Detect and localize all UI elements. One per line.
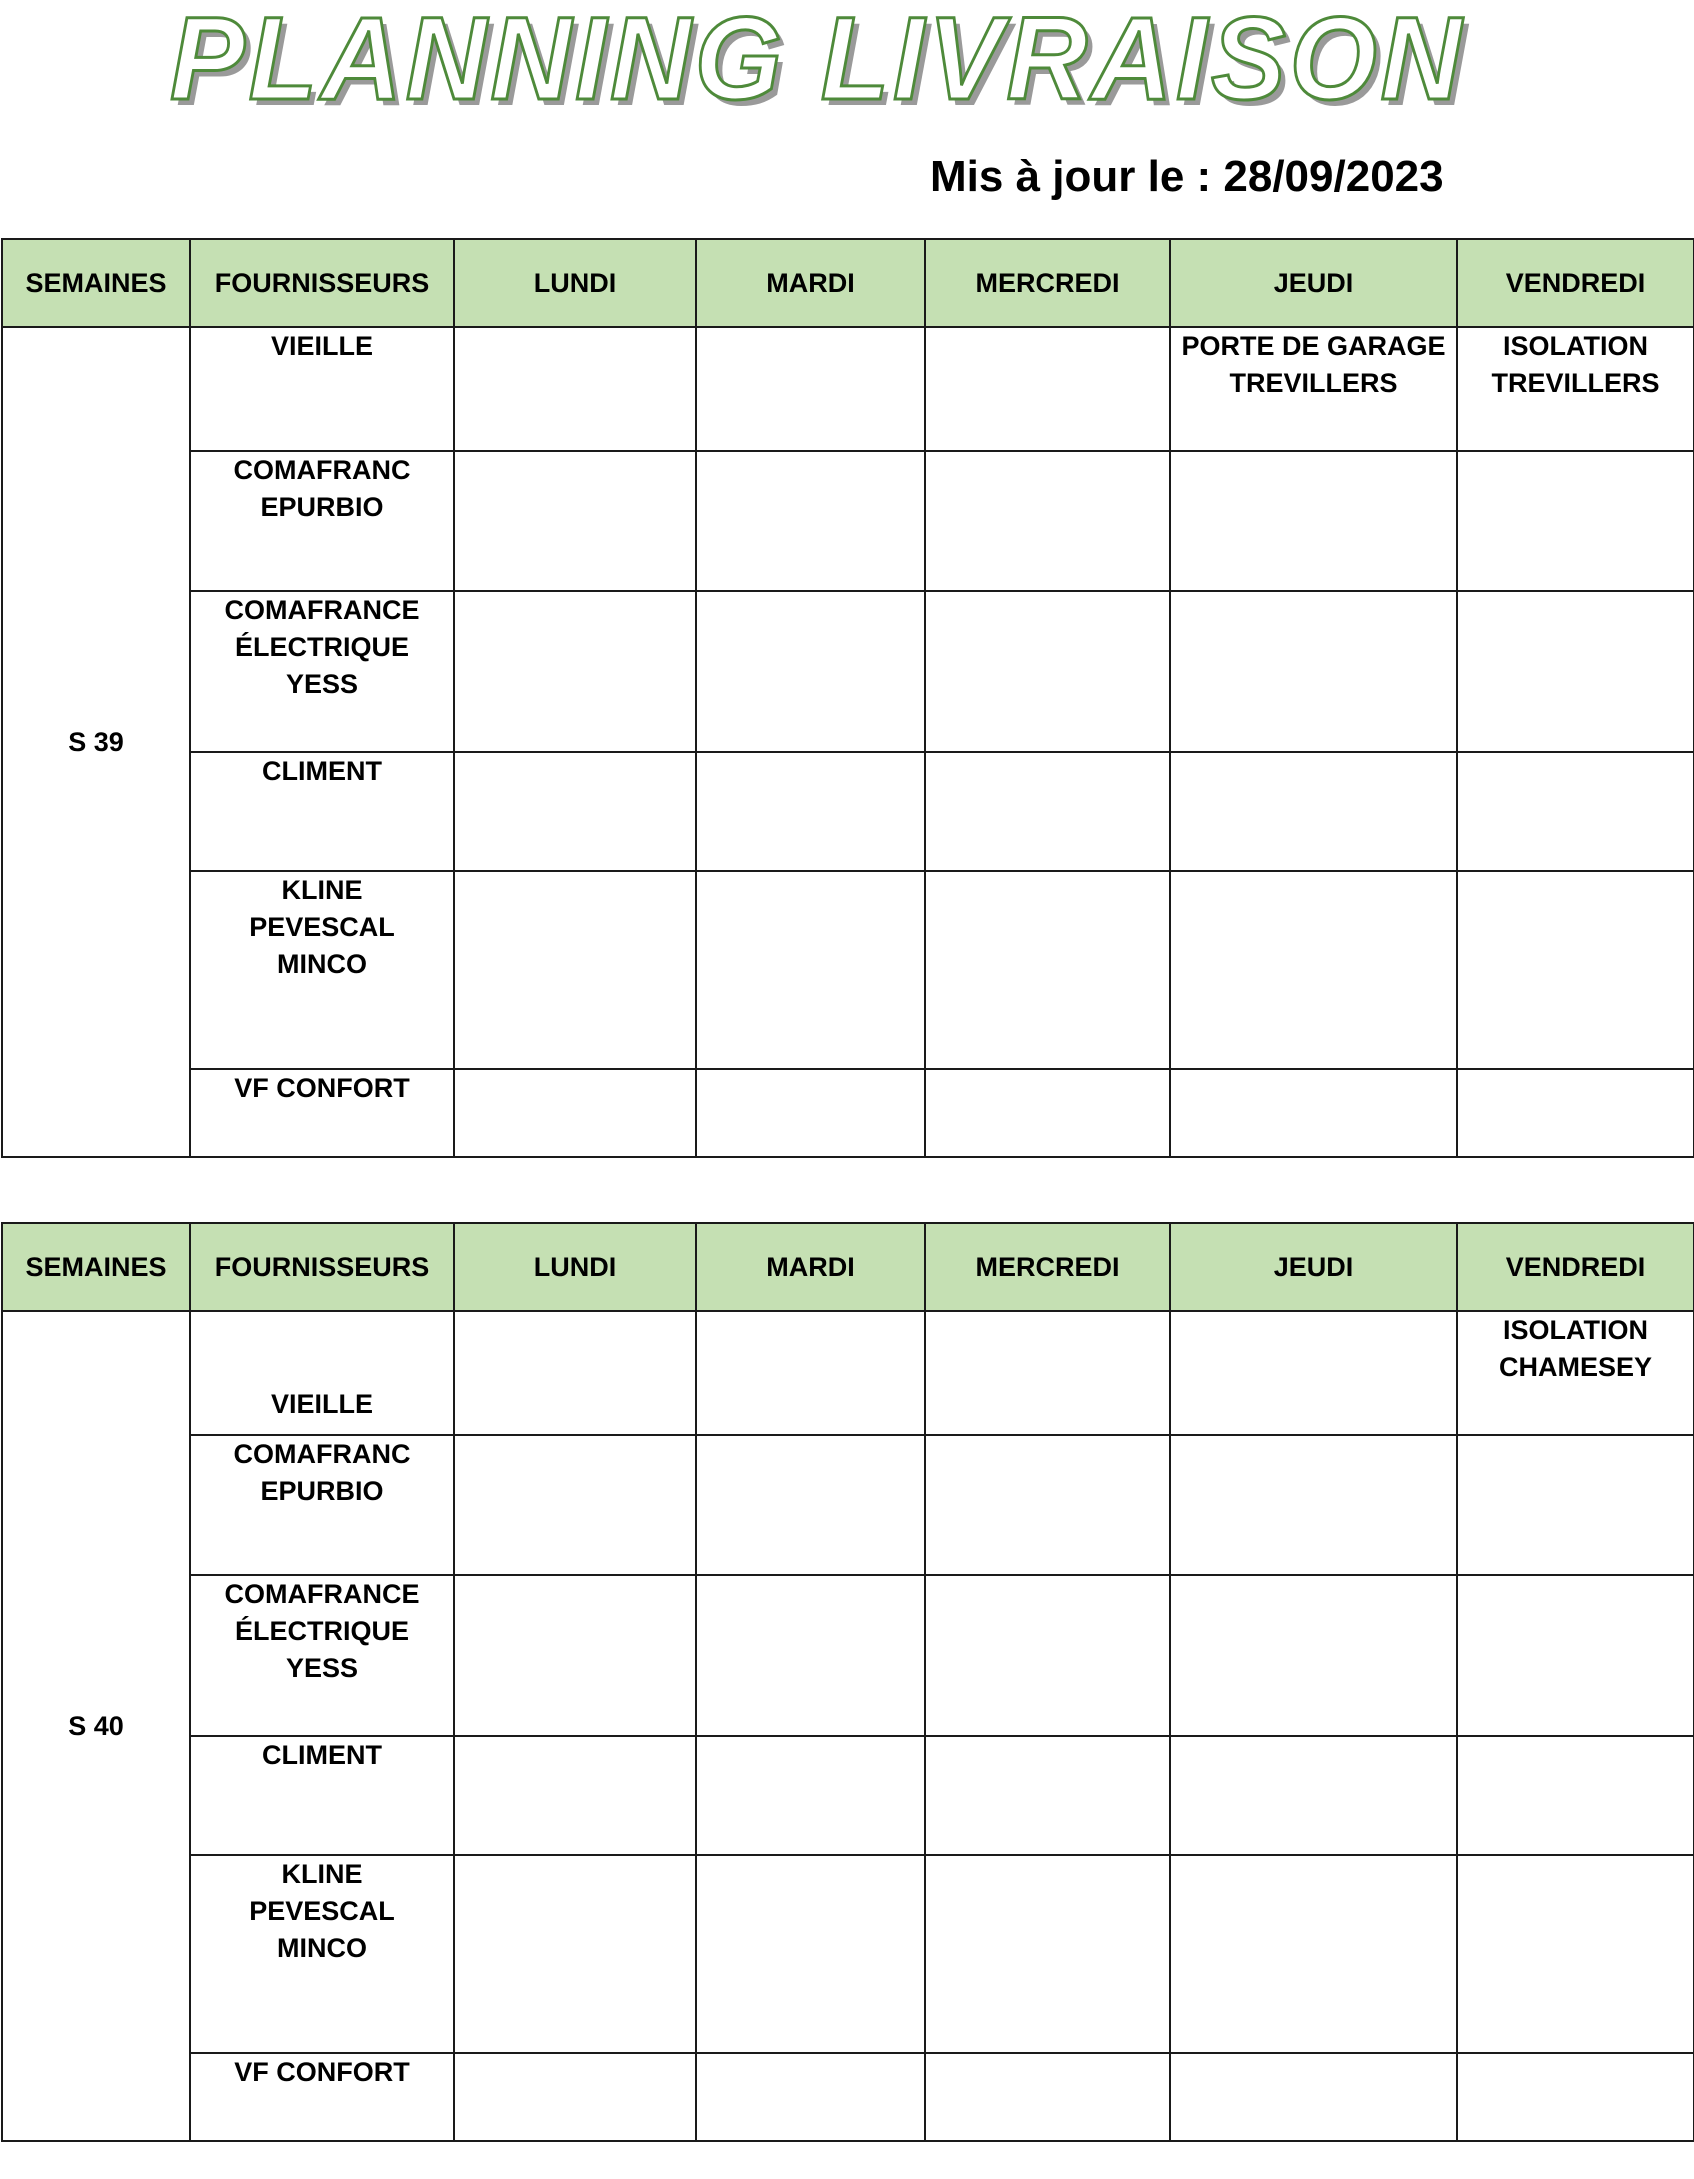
delivery-cell-mercredi: [925, 1069, 1170, 1157]
cell-line: PEVESCAL: [249, 912, 395, 942]
cell-line: COMAFRANC: [233, 455, 411, 485]
delivery-cell-vendredi: [1457, 451, 1694, 591]
cell-line: ISOLATION: [1503, 1315, 1648, 1345]
delivery-cell-mardi: [696, 591, 925, 752]
col-header-mardi: MARDI: [696, 1223, 925, 1311]
delivery-cell-lundi: [454, 1069, 696, 1157]
delivery-cell-lundi: [454, 2053, 696, 2141]
cell-line: COMAFRANC: [233, 1439, 411, 1469]
cell-line: CLIMENT: [262, 1740, 382, 1770]
delivery-cell-mercredi: [925, 1575, 1170, 1736]
delivery-cell-mardi: [696, 1855, 925, 2053]
delivery-cell-mercredi: [925, 1855, 1170, 2053]
supplier-cell: [190, 752, 454, 871]
week-label: S 40: [2, 1311, 190, 2141]
cell-line: YESS: [285, 669, 359, 699]
delivery-cell-mercredi: [925, 1435, 1170, 1575]
col-header-semaines: SEMAINES: [2, 239, 190, 327]
delivery-cell-mardi: [696, 327, 925, 451]
delivery-cell-mardi: [696, 1575, 925, 1736]
cell-line: KLINE: [281, 875, 363, 905]
table-row: [2, 1069, 1694, 1157]
col-header-vendredi: VENDREDI: [1457, 1223, 1694, 1311]
delivery-cell-mercredi: [925, 327, 1170, 451]
delivery-cell-vendredi: [1457, 2053, 1694, 2141]
cell-line: EPURBIO: [260, 492, 384, 522]
col-header-lundi: LUNDI: [454, 239, 696, 327]
delivery-cell-lundi: [454, 327, 696, 451]
col-header-semaines: SEMAINES: [2, 1223, 190, 1311]
delivery-cell-mercredi: [925, 591, 1170, 752]
table-row: [2, 871, 1694, 1069]
cell-line: CHAMESEY: [1498, 1352, 1653, 1382]
delivery-cell-mardi: [696, 1736, 925, 1855]
delivery-cell-jeudi: [1170, 1311, 1457, 1435]
col-header-mardi: MARDI: [696, 239, 925, 327]
cell-line: KLINE: [281, 1859, 363, 1889]
supplier-cell: [190, 1855, 454, 2053]
cell-line: VIEILLE: [270, 1389, 373, 1419]
cell-line: EPURBIO: [260, 1476, 384, 1506]
cell-line: COMAFRANCE: [224, 1579, 420, 1609]
delivery-cell-jeudi: [1170, 2053, 1457, 2141]
col-header-jeudi: JEUDI: [1170, 1223, 1457, 1311]
delivery-cell-vendredi: [1457, 1736, 1694, 1855]
cell-line: MINCO: [277, 949, 367, 979]
delivery-cell-lundi: [454, 1855, 696, 2053]
supplier-cell: [190, 1575, 454, 1736]
delivery-cell-jeudi: [1170, 591, 1457, 752]
delivery-cell-mardi: [696, 451, 925, 591]
header-row: [2, 1223, 1694, 1311]
delivery-cell-mardi: [696, 2053, 925, 2141]
delivery-cell-jeudi: [1170, 451, 1457, 591]
page-title: PLANNING LIVRAISON: [170, 0, 1466, 125]
supplier-cell: [190, 1069, 454, 1157]
cell-line: TREVILLERS: [1491, 368, 1660, 398]
table-row: [2, 591, 1694, 752]
delivery-cell-jeudi: [1170, 1575, 1457, 1736]
col-header-mercredi: MERCREDI: [925, 1223, 1170, 1311]
table-row: [2, 1435, 1694, 1575]
cell-line: PEVESCAL: [249, 1896, 395, 1926]
delivery-cell-lundi: [454, 451, 696, 591]
delivery-cell-lundi: [454, 1311, 696, 1435]
header-row: [2, 239, 1694, 327]
delivery-cell-jeudi: [1170, 871, 1457, 1069]
delivery-cell-jeudi: [1170, 1069, 1457, 1157]
delivery-cell-vendredi: [1457, 1435, 1694, 1575]
cell-line: VIEILLE: [270, 331, 373, 361]
col-header-fournisseurs: FOURNISSEURS: [190, 239, 454, 327]
delivery-cell-lundi: [454, 752, 696, 871]
delivery-cell-vendredi: [1457, 1575, 1694, 1736]
table-row: [2, 1575, 1694, 1736]
delivery-cell-vendredi: [1457, 752, 1694, 871]
delivery-cell-mercredi: [925, 752, 1170, 871]
delivery-cell-vendredi: [1457, 1855, 1694, 2053]
cell-line: MINCO: [277, 1933, 367, 1963]
delivery-cell-vendredi: [1457, 1069, 1694, 1157]
supplier-cell: [190, 2053, 454, 2141]
table-row: [2, 1736, 1694, 1855]
cell-line: VF CONFORT: [234, 1073, 410, 1103]
delivery-cell-mercredi: [925, 2053, 1170, 2141]
delivery-cell-lundi: [454, 871, 696, 1069]
table-row: [2, 752, 1694, 871]
delivery-cell-mardi: [696, 871, 925, 1069]
delivery-cell-mercredi: [925, 871, 1170, 1069]
delivery-cell-mardi: [696, 1435, 925, 1575]
table-row: [2, 1311, 1694, 1435]
cell-line: VF CONFORT: [234, 2057, 410, 2087]
delivery-cell-mardi: [696, 1311, 925, 1435]
delivery-cell-jeudi: [1170, 1435, 1457, 1575]
cell-line: COMAFRANCE: [224, 595, 420, 625]
supplier-cell: [190, 1736, 454, 1855]
delivery-cell-jeudi: [1170, 752, 1457, 871]
delivery-cell-lundi: [454, 1435, 696, 1575]
supplier-cell: [190, 1435, 454, 1575]
delivery-cell-vendredi: [1457, 591, 1694, 752]
delivery-cell-jeudi: [1170, 1855, 1457, 2053]
cell-line: TREVILLERS: [1229, 368, 1398, 398]
delivery-cell-mercredi: [925, 1736, 1170, 1855]
delivery-cell-vendredi: [1457, 871, 1694, 1069]
col-header-jeudi: JEUDI: [1170, 239, 1457, 327]
supplier-cell: [190, 871, 454, 1069]
supplier-cell: [190, 591, 454, 752]
table-row: [2, 1855, 1694, 2053]
table-row: [2, 2053, 1694, 2141]
delivery-cell-lundi: [454, 591, 696, 752]
col-header-mercredi: MERCREDI: [925, 239, 1170, 327]
col-header-fournisseurs: FOURNISSEURS: [190, 1223, 454, 1311]
delivery-cell-jeudi: [1170, 1736, 1457, 1855]
supplier-cell: [190, 1311, 454, 1435]
col-header-vendredi: VENDREDI: [1457, 239, 1694, 327]
delivery-cell-mercredi: [925, 1311, 1170, 1435]
cell-line: ISOLATION: [1503, 331, 1648, 361]
supplier-cell: [190, 451, 454, 591]
week-label: S 39: [2, 327, 190, 1157]
planning-table-week-2: [1, 1222, 1694, 2142]
table-row: [2, 451, 1694, 591]
delivery-cell-lundi: [454, 1575, 696, 1736]
delivery-cell-jeudi: [1170, 327, 1457, 451]
cell-line: PORTE DE GARAGE: [1181, 331, 1446, 361]
delivery-cell-lundi: [454, 1736, 696, 1855]
update-date: Mis à jour le : 28/09/2023: [930, 152, 1444, 201]
delivery-cell-mardi: [696, 752, 925, 871]
supplier-cell: [190, 327, 454, 451]
cell-line: ÉLECTRIQUE: [234, 632, 409, 662]
delivery-cell-vendredi: [1457, 327, 1694, 451]
cell-line: CLIMENT: [262, 756, 382, 786]
planning-table-week-1: [1, 238, 1694, 1158]
delivery-cell-mardi: [696, 1069, 925, 1157]
cell-line: ÉLECTRIQUE: [234, 1616, 409, 1646]
cell-line: YESS: [285, 1653, 359, 1683]
delivery-cell-vendredi: [1457, 1311, 1694, 1435]
delivery-cell-mercredi: [925, 451, 1170, 591]
table-row: [2, 327, 1694, 451]
col-header-lundi: LUNDI: [454, 1223, 696, 1311]
